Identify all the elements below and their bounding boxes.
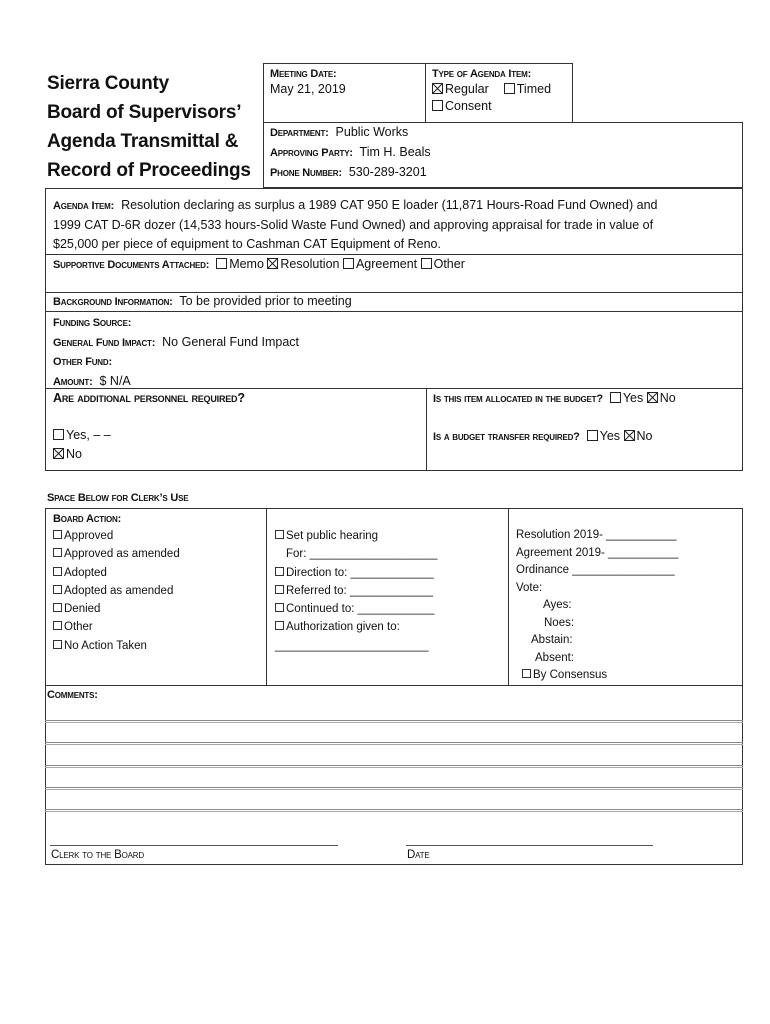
clerk-divider-h (45, 685, 743, 686)
personnel-yes-row (53, 426, 245, 445)
action-no-action-checkbox[interactable] (53, 640, 62, 649)
action-adopted-amended-label: Adopted as amended (64, 584, 174, 597)
action-approved-checkbox[interactable] (53, 530, 62, 539)
action-denied[interactable] (53, 600, 180, 618)
supporting-docs-label: Supportive Documents Attached: (53, 259, 210, 271)
by-consensus[interactable] (516, 667, 738, 685)
agenda-item-text-2[interactable]: 1999 CAT D-6R dozer (14,533 hours-Solid Waste Fund Owned) and approving appraisal for trade in value of (53, 218, 654, 232)
direction-to-label: Direction to: _____________ (286, 566, 434, 579)
referred-to-checkbox[interactable] (275, 585, 284, 594)
action-adopted-amended[interactable] (53, 582, 180, 600)
budget-yes-label: Yes (622, 391, 644, 405)
comment-line-1[interactable] (45, 720, 743, 721)
department-section (270, 123, 431, 183)
other-fund-row (53, 352, 299, 372)
absent-label: Absent: (535, 651, 574, 664)
meeting-date-section (270, 68, 346, 99)
transfer-no-checkbox[interactable] (624, 430, 635, 441)
hearing-section (275, 527, 438, 655)
title-line-2: Board of Supervisors’ (47, 102, 242, 123)
agenda-item-text-1[interactable]: Resolution declaring as surplus a 1989 CAT 950 E loader (11,871 Hours-Road Fund Owned) and (121, 198, 658, 212)
personnel-question: Are additional personnel required? (53, 391, 245, 405)
department-value[interactable]: Public Works (335, 125, 409, 139)
action-no-action-label: No Action Taken (64, 639, 147, 652)
agreement-checkbox[interactable] (343, 258, 354, 269)
comment-line-3b (45, 767, 743, 768)
budget-yes-checkbox[interactable] (610, 392, 621, 403)
authorization-line[interactable]: ________________________ (275, 639, 429, 652)
form-title (47, 69, 251, 185)
background-label: Background Information: (53, 296, 173, 308)
timed-checkbox[interactable] (504, 83, 515, 94)
agenda-item-label: Agenda Item: (53, 200, 115, 212)
authorization-given-checkbox[interactable] (275, 621, 284, 630)
transfer-yes-label: Yes (599, 429, 621, 443)
consent-checkbox[interactable] (432, 100, 443, 111)
action-approved-amended[interactable] (53, 545, 180, 563)
action-approved[interactable] (53, 527, 180, 545)
board-action-section (53, 511, 180, 655)
general-fund-label: General Fund Impact: (53, 336, 156, 349)
abstain-label: Abstain: (531, 634, 573, 646)
comment-line-5b (45, 811, 743, 812)
transfer-no-label: No (636, 429, 653, 443)
personnel-divider (426, 388, 427, 470)
action-approved-amended-checkbox[interactable] (53, 548, 62, 557)
resolution-line[interactable]: Resolution 2019- ___________ (516, 529, 677, 541)
personnel-yes-label: Yes, – – (66, 428, 111, 442)
hearing-for-field[interactable]: For: ____________________ (286, 548, 438, 561)
clerk-space-label: Space Below for Clerk’s Use (47, 492, 189, 504)
referred-to[interactable] (275, 582, 438, 600)
agenda-item-section (53, 196, 738, 254)
budget-row (433, 389, 676, 409)
header-divider (425, 63, 426, 122)
resolution-section (516, 527, 738, 685)
action-denied-checkbox[interactable] (53, 603, 62, 612)
transfer-yes-checkbox[interactable] (587, 430, 598, 441)
action-approved-amended-label: Approved as amended (64, 548, 180, 561)
title-line-3: Agenda Transmittal & (47, 131, 239, 152)
comment-line-3[interactable] (45, 765, 743, 766)
other-label: Other (433, 257, 465, 271)
ayes-label: Ayes: (543, 599, 572, 611)
date-signature-line[interactable] (406, 845, 653, 846)
funding-source-row (53, 313, 299, 333)
continued-to-checkbox[interactable] (275, 603, 284, 612)
amount-label: Amount: (53, 375, 93, 388)
comment-line-2b (45, 744, 743, 745)
transfer-question: Is a budget transfer required? (433, 431, 580, 443)
phone-row (270, 163, 431, 183)
title-line-1: Sierra County (47, 73, 169, 94)
action-adopted-checkbox[interactable] (53, 567, 62, 576)
personnel-no-label: No (66, 447, 82, 461)
agreement-label: Agreement (355, 257, 418, 271)
timed-label: Timed (516, 82, 552, 96)
memo-checkbox[interactable] (216, 258, 227, 269)
department-label: Department: (270, 127, 329, 139)
action-other-label: Other (64, 621, 93, 634)
comment-line-4[interactable] (45, 787, 743, 788)
budget-question: Is this item allocated in the budget? (433, 393, 603, 405)
department-row (270, 123, 431, 143)
personnel-no-checkbox[interactable] (53, 448, 64, 459)
approving-value[interactable]: Tim H. Beals (359, 145, 431, 159)
other-fund-label: Other Fund: (53, 356, 112, 368)
general-fund-value[interactable]: No General Fund Impact (162, 334, 300, 349)
agreement-line[interactable]: Agreement 2019- ___________ (516, 546, 679, 559)
budget-section (433, 389, 676, 447)
action-adopted-label: Adopted (64, 566, 107, 579)
board-action-label: Board Action: (53, 513, 122, 525)
action-no-action[interactable] (53, 637, 180, 655)
direction-to[interactable] (275, 564, 438, 582)
background-row (53, 292, 352, 312)
clerk-to-board-label: Clerk to the Board (51, 849, 144, 861)
phone-value[interactable]: 530-289-3201 (348, 165, 427, 179)
agenda-type-row-2 (432, 97, 551, 116)
action-approved-label: Approved (64, 530, 114, 542)
funding-source-label: Funding Source: (53, 317, 132, 329)
memo-label: Memo (229, 257, 264, 271)
resolution-label: Resolution (280, 257, 340, 271)
noes-label: Noes: (544, 616, 575, 629)
personnel-no-row (53, 445, 245, 464)
clerk-divider-1 (266, 508, 267, 685)
approving-label: Approving Party: (270, 147, 353, 159)
action-other-checkbox[interactable] (53, 621, 62, 630)
personnel-yes-checkbox[interactable] (53, 429, 64, 440)
direction-to-checkbox[interactable] (275, 567, 284, 576)
set-public-hearing-checkbox[interactable] (275, 530, 284, 539)
agenda-type-section (432, 68, 551, 116)
continued-to-label: Continued to: ____________ (286, 603, 435, 616)
authorization-given[interactable] (275, 618, 438, 636)
title-line-4: Record of Proceedings (47, 160, 251, 181)
regular-label: Regular (445, 82, 489, 96)
comment-line-4b (45, 789, 743, 790)
comments-label: Comments: (47, 689, 98, 701)
meeting-date-label: Meeting Date: (270, 68, 337, 80)
action-denied-label: Denied (64, 603, 101, 616)
general-fund-row (53, 333, 299, 353)
agenda-item-line-1 (53, 196, 738, 216)
referred-to-label: Referred to: _____________ (286, 584, 434, 597)
budget-no-label: No (659, 391, 676, 405)
continued-to[interactable] (275, 600, 438, 618)
funding-section (53, 313, 299, 391)
resolution-checkbox[interactable] (267, 258, 278, 269)
supporting-docs-row (53, 255, 465, 275)
authorization-given-label: Authorization given to: (286, 621, 400, 634)
phone-label: Phone Number: (270, 167, 342, 179)
meeting-date-value[interactable]: May 21, 2019 (270, 82, 346, 96)
action-other[interactable] (53, 618, 180, 636)
comment-line-1b (45, 722, 743, 723)
agenda-type-label: Type of Agenda Item: (432, 68, 532, 80)
approving-row (270, 143, 431, 163)
by-consensus-label: By Consensus (533, 669, 608, 681)
transfer-row (433, 427, 676, 447)
regular-checkbox[interactable] (432, 83, 443, 94)
consent-label: Consent (445, 99, 492, 113)
budget-no-checkbox[interactable] (647, 392, 658, 403)
by-consensus-checkbox[interactable] (522, 669, 531, 678)
set-public-hearing-label: Set public hearing (286, 530, 379, 542)
amount-value[interactable]: $ N/A (99, 373, 131, 388)
clerk-signature-line[interactable] (50, 845, 338, 846)
comment-line-2[interactable] (45, 742, 743, 743)
agenda-item-text-3[interactable]: $25,000 per piece of equipment to Cashman CAT Equipment of Reno. (53, 237, 441, 251)
personnel-section (53, 389, 245, 464)
clerk-divider-2 (508, 508, 509, 685)
date-label: Date (407, 849, 430, 861)
background-value[interactable]: To be provided prior to meeting (179, 294, 352, 308)
action-adopted-amended-checkbox[interactable] (53, 585, 62, 594)
action-adopted[interactable] (53, 564, 180, 582)
comment-line-5[interactable] (45, 809, 743, 810)
ordinance-line[interactable]: Ordinance ________________ (516, 564, 675, 576)
other-checkbox[interactable] (421, 258, 432, 269)
set-public-hearing[interactable] (275, 527, 438, 545)
vote-label: Vote: (516, 581, 543, 594)
